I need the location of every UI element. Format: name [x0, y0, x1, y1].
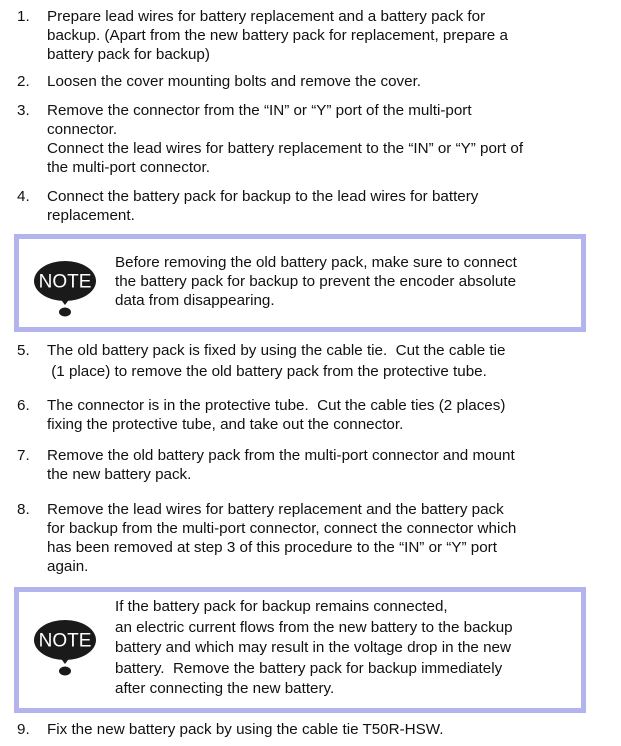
step-number: 5. — [17, 342, 30, 359]
step-number: 1. — [17, 8, 30, 25]
step-text: Remove the lead wires for battery replacement and the battery pack for backup from the multi-port connector, connect the connector which has been removed at step 3 of this procedure to the “IN” or “Y” port again. — [47, 501, 517, 575]
step-6 — [17, 396, 592, 434]
step-4 — [17, 187, 592, 225]
step-number: 2. — [17, 73, 30, 90]
note-text: Before removing the old battery pack, make sure to connect the battery pack for backup to prevent the encoder absolute data from disappearing. — [115, 254, 517, 309]
step-7 — [17, 446, 592, 484]
step-text: Prepare lead wires for battery replacement and a battery pack for backup. (Apart from the new battery pack for replacement, prepare a battery pack for backup) — [47, 8, 508, 63]
step-number: 7. — [17, 447, 30, 464]
step-1 — [17, 7, 592, 64]
step-9 — [17, 720, 592, 739]
step-number: 8. — [17, 501, 30, 518]
note-icon — [33, 618, 97, 678]
step-text: The connector is in the protective tube. Cut the cable ties (2 places) fixing the protective tube, and take out the connector. — [47, 397, 506, 433]
step-number: 3. — [17, 102, 30, 119]
note-label: NOTE — [38, 271, 92, 293]
step-3 — [17, 101, 592, 177]
note-text: If the battery pack for backup remains connected, an electric current flows from the new battery to the backup battery and which may result in the voltage drop in the new battery. Remove the battery pack for backup immediately after connecting the new battery. — [115, 598, 513, 697]
step-text: Remove the connector from the “IN” or “Y” port of the multi-port connector. Connect the lead wires for battery replacement to the “IN” or “Y” port of the multi-port connector. — [47, 102, 524, 176]
step-number: 6. — [17, 397, 30, 414]
note-box — [14, 587, 586, 713]
step-text: The old battery pack is fixed by using the cable tie. Cut the cable tie (1 place) to remove the old battery pack from the protective tube. — [47, 342, 506, 380]
step-8 — [17, 500, 592, 576]
step-number: 4. — [17, 188, 30, 205]
step-2 — [17, 72, 592, 91]
step-number: 9. — [17, 721, 30, 738]
note-icon — [33, 259, 97, 319]
step-text: Loosen the cover mounting bolts and remove the cover. — [47, 73, 422, 90]
step-text: Fix the new battery pack by using the cable tie T50R-HSW. — [47, 721, 444, 738]
step-5 — [17, 341, 592, 381]
step-text: Connect the battery pack for backup to the lead wires for battery replacement. — [47, 188, 479, 224]
step-text: Remove the old battery pack from the multi-port connector and mount the new battery pack. — [47, 447, 515, 483]
note-box — [14, 234, 586, 332]
note-label: NOTE — [38, 630, 92, 652]
